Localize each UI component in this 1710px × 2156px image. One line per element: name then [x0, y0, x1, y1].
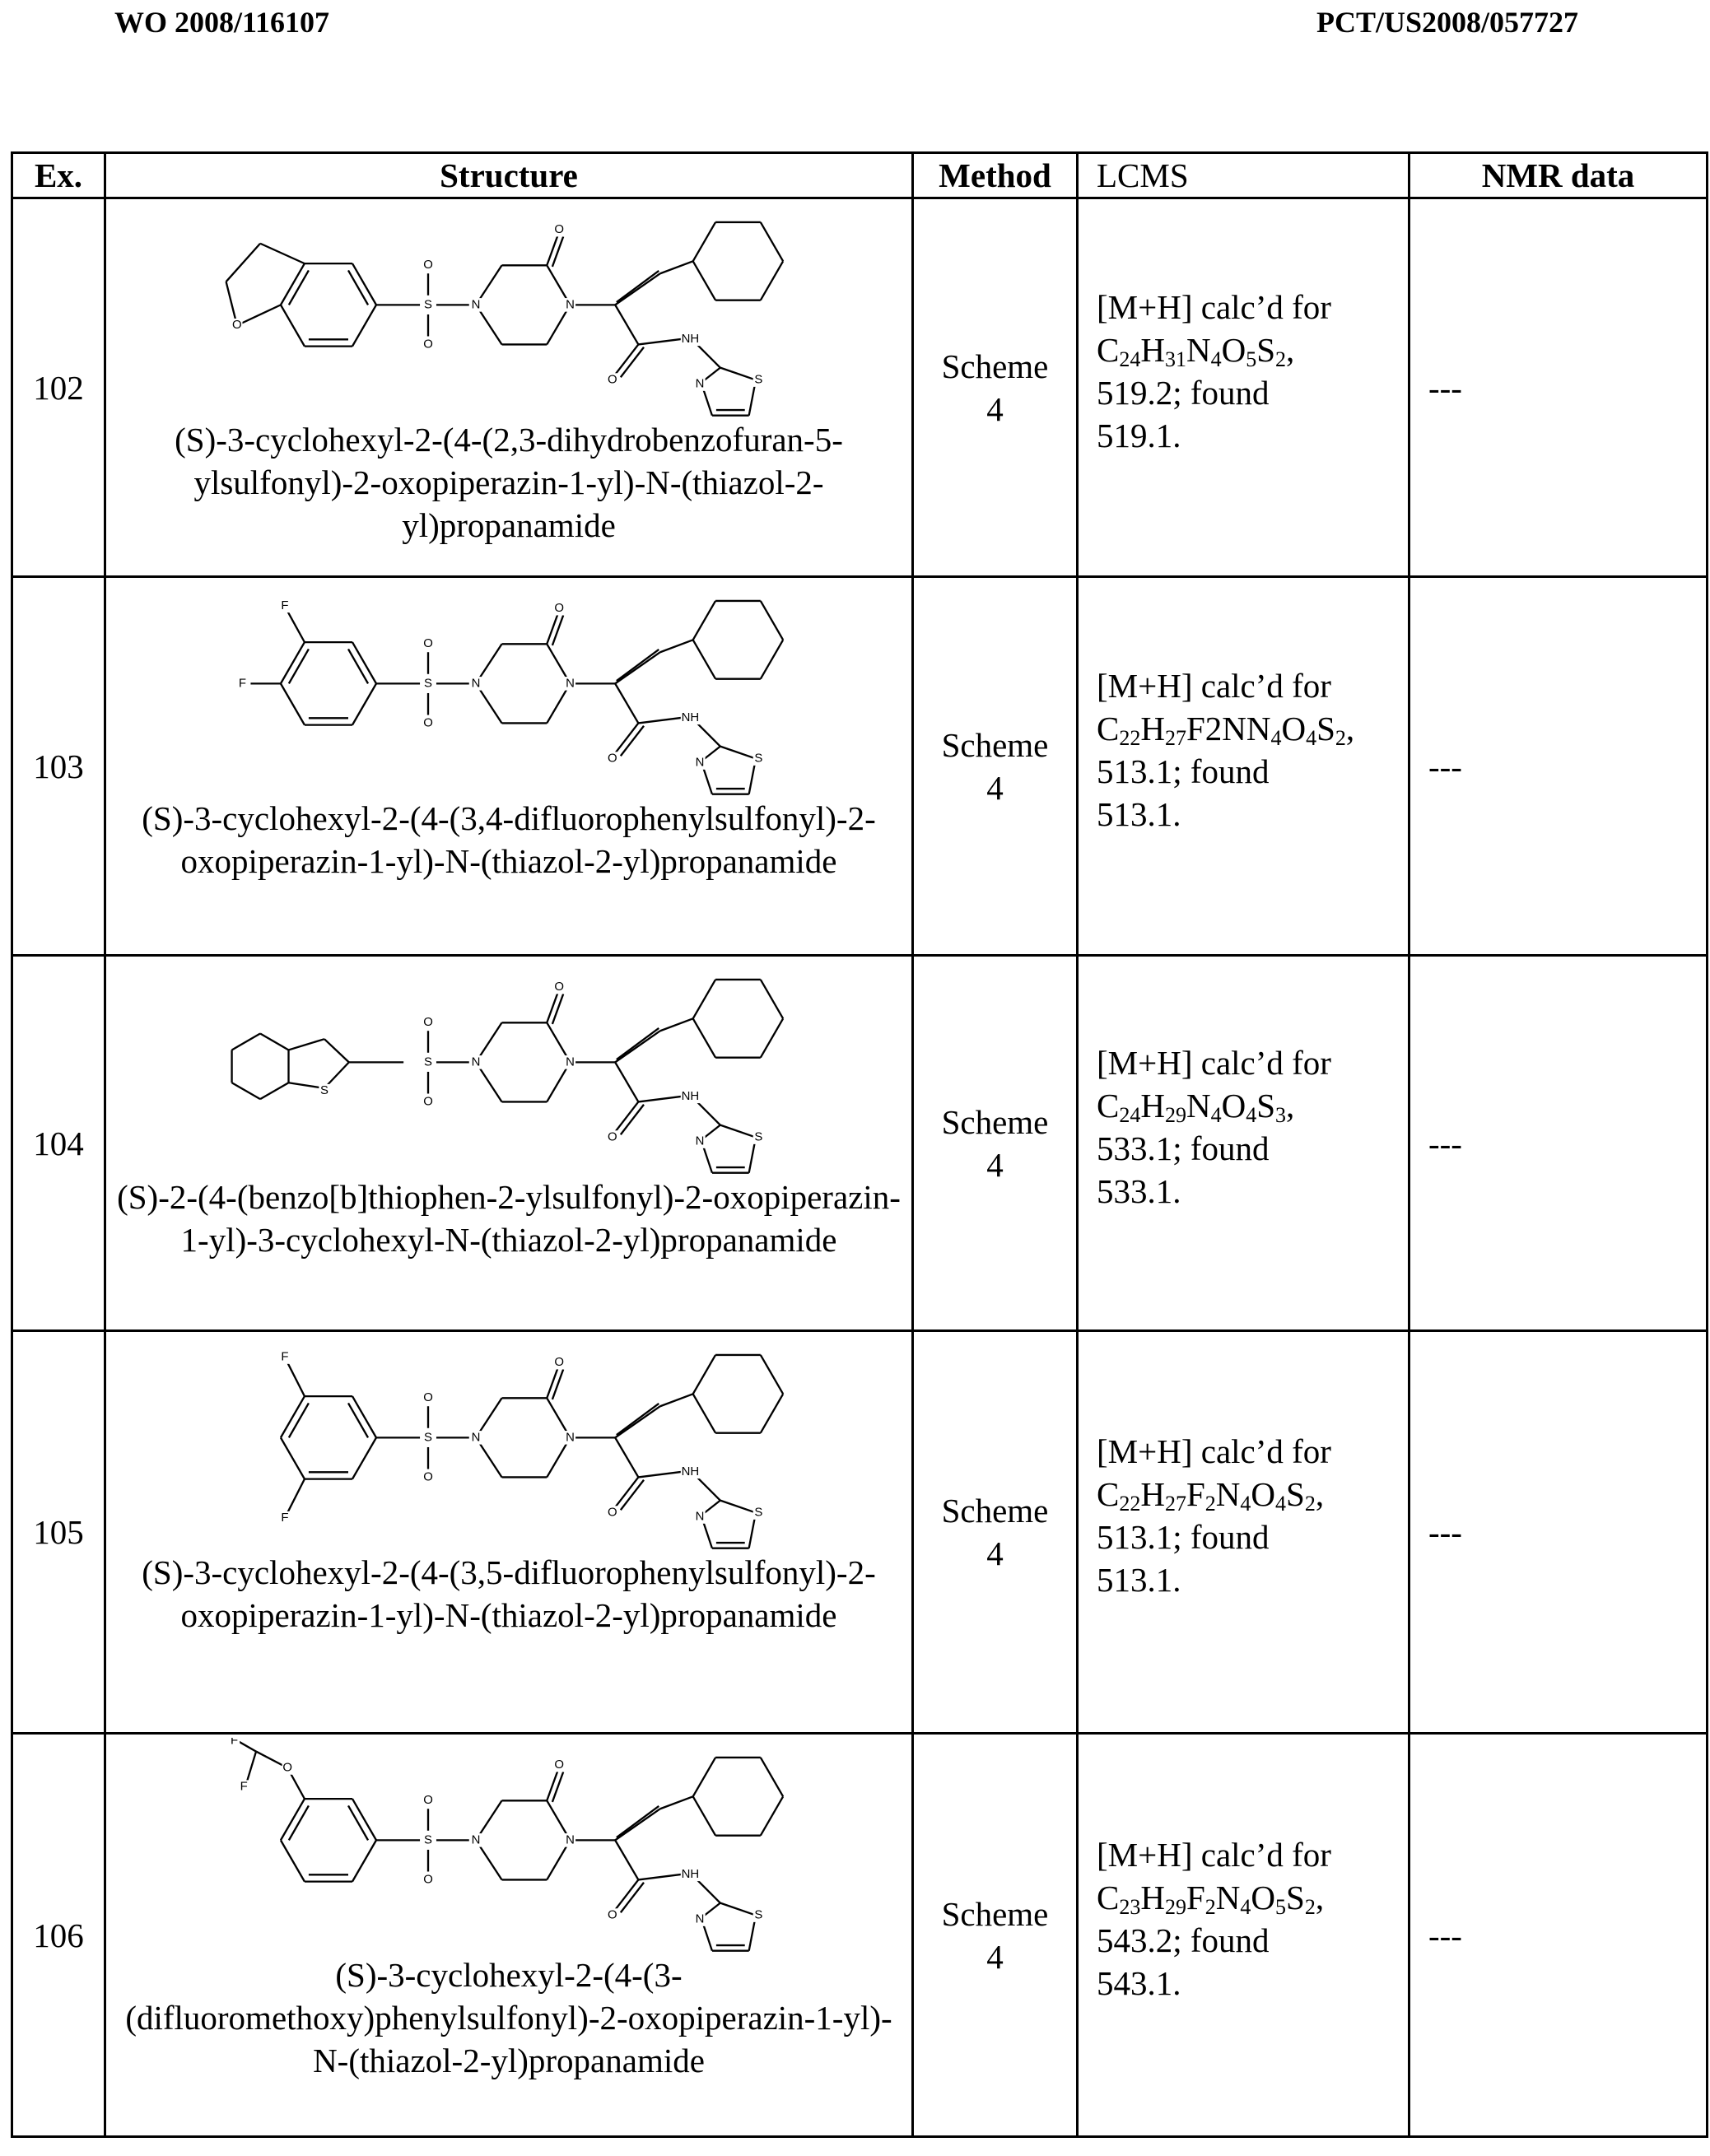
formula-element: F2N: [1186, 710, 1246, 747]
bond: [660, 640, 693, 652]
formula-count: 24: [1119, 347, 1140, 371]
thiophene-ring: [289, 1039, 324, 1050]
thiophene-ring: [324, 1039, 349, 1062]
method-label: Scheme: [942, 1895, 1049, 1933]
formula-count: 22: [1119, 1492, 1140, 1516]
table-row: [12, 1734, 1708, 2137]
lcms-prefix: [M+H] calc’d for: [1097, 1432, 1331, 1470]
formula-element: N: [1186, 331, 1211, 369]
formula-count: 2: [1305, 1492, 1316, 1516]
bond: [547, 614, 557, 644]
structure-cell: [105, 956, 913, 1331]
bond: [638, 339, 682, 345]
wedge-bond: [615, 1406, 660, 1437]
wedge-bond: [615, 273, 660, 305]
cyclohexyl-ring: [693, 261, 715, 300]
method-scheme-number: 4: [986, 1146, 1004, 1184]
sulfur-atom-label: S: [754, 1506, 762, 1520]
fluorine-atom-label: F: [240, 1780, 248, 1794]
nh-label: NH: [682, 1464, 700, 1478]
chemical-structure: [106, 1738, 914, 1953]
benzene-ring: [352, 683, 376, 724]
bond: [638, 1097, 682, 1102]
cyclohexyl-ring: [761, 261, 783, 300]
cyclohexyl-ring: [693, 1355, 715, 1394]
column-header-lcms: LCMS: [1078, 153, 1409, 198]
oxygen-atom-label: O: [554, 980, 564, 994]
formula-element: C: [1097, 331, 1119, 369]
nitrogen-atom-label: N: [472, 1055, 481, 1069]
bond: [287, 611, 305, 642]
bond: [660, 1018, 693, 1031]
lcms-cell: [M+H] calc’d for C23H29F2N4O5S2, 543.2; found 543.1.: [1078, 1734, 1409, 2137]
nitrogen-atom-label: N: [696, 1912, 705, 1925]
bond: [552, 1369, 563, 1399]
nmr-data: ---: [1409, 198, 1708, 577]
column-header-method: Method: [913, 153, 1078, 198]
fluorine-atom-label: F: [281, 1349, 288, 1363]
lcms-prefix: [M+H] calc’d for: [1097, 1836, 1331, 1874]
bond: [660, 1796, 693, 1809]
thiazole-ring: [720, 747, 756, 759]
cyclohexyl-ring: [693, 1796, 715, 1835]
oxygen-atom-label: O: [423, 1793, 433, 1807]
lcms-prefix: [M+H] calc’d for: [1097, 288, 1331, 326]
lcms-cell: [M+H] calc’d for C22H27F2N4O4S2, 513.1; found 513.1.: [1078, 1331, 1409, 1734]
formula-element: O: [1222, 1087, 1246, 1125]
table-row: [12, 956, 1708, 1331]
bond: [552, 236, 563, 266]
oxygen-atom-label: O: [423, 258, 433, 272]
bond: [348, 270, 368, 305]
sulfur-atom-label: S: [424, 1430, 432, 1444]
bond: [696, 1879, 720, 1903]
bond: [660, 1394, 693, 1406]
oxygen-atom-label: O: [554, 222, 564, 236]
bond: [552, 1772, 563, 1801]
oxygen-atom-label: O: [608, 373, 617, 387]
formula-count: 22: [1119, 726, 1140, 750]
fluorine-atom-label: F: [281, 1511, 288, 1525]
bond: [615, 1062, 638, 1101]
method-scheme-number: 4: [986, 1534, 1004, 1572]
bond: [289, 270, 309, 305]
dihydrofuran-ring: [226, 244, 260, 282]
benzene-ring: [281, 305, 305, 346]
oxygen-atom-label: O: [554, 601, 564, 615]
bond: [547, 993, 557, 1022]
bond: [615, 305, 638, 344]
benzene-ring: [352, 1437, 376, 1478]
table-header-row: [12, 153, 1708, 198]
cyclohexyl-ring: [761, 1796, 783, 1835]
sulfur-atom-label: S: [754, 1908, 762, 1922]
method-label: Scheme: [942, 1492, 1049, 1530]
column-header-ex: Ex.: [12, 153, 105, 198]
bond: [547, 1771, 557, 1800]
bond: [552, 615, 563, 645]
lcms-found: 533.1: [1097, 1172, 1172, 1210]
cyclohexyl-ring: [761, 601, 783, 640]
benzene-ring: [232, 1083, 260, 1099]
formula-count: 4: [1211, 1103, 1222, 1127]
lcms-calc: 513.1: [1097, 1518, 1172, 1556]
cyclohexyl-ring: [693, 1394, 715, 1432]
bond: [615, 1437, 638, 1477]
formula-element: N: [1246, 710, 1271, 747]
formula-element: S: [1256, 331, 1275, 369]
lcms-formula: [1097, 1475, 1316, 1513]
method-label: Scheme: [942, 1103, 1049, 1141]
fluorine-atom-label: F: [239, 676, 246, 690]
formula-element: O: [1251, 1475, 1275, 1513]
formula-count: 4: [1275, 1492, 1286, 1516]
method-scheme-number: 4: [986, 390, 1004, 428]
oxygen-atom-label: O: [554, 1758, 564, 1772]
oxygen-atom-label: O: [423, 715, 433, 729]
formula-element: N: [1216, 1879, 1241, 1916]
chemical-structure: [106, 960, 914, 1176]
sulfur-atom-label: S: [424, 676, 432, 690]
thiazole-ring: [720, 1501, 756, 1513]
bond: [660, 261, 693, 273]
nitrogen-atom-label: N: [696, 1134, 705, 1148]
sulfur-atom-label: S: [754, 752, 762, 766]
nmr-data: ---: [1409, 577, 1708, 956]
formula-element: C: [1097, 710, 1119, 747]
oxygen-atom-label: O: [232, 318, 242, 332]
oxygen-atom-label: O: [608, 1130, 617, 1144]
formula-element: H: [1140, 331, 1165, 369]
cyclohexyl-ring: [761, 222, 783, 261]
lcms-calc: 543.2: [1097, 1921, 1172, 1959]
method-cell: [913, 956, 1078, 1331]
sulfur-atom-label: S: [424, 297, 432, 311]
cyclohexyl-ring: [761, 1355, 783, 1394]
bond: [547, 235, 557, 265]
formula-element: F: [1186, 1879, 1205, 1916]
cyclohexyl-ring: [693, 222, 715, 261]
formula-element: F: [1186, 1475, 1205, 1513]
formula-element: N: [1216, 1475, 1241, 1513]
cyclohexyl-ring: [693, 980, 715, 1018]
formula-count: 23: [1119, 1895, 1140, 1919]
fluorine-atom-label: F: [231, 1738, 238, 1747]
nitrogen-atom-label: N: [472, 676, 481, 690]
compound-name: (S)-3-cyclohexyl-2-(4-(3,5-difluorophenylsulfonyl)-2-oxopiperazin-1-yl)-N-(thiazol-2-yl)propanamide: [106, 1551, 911, 1638]
formula-count: 31: [1165, 347, 1186, 371]
formula-count: 4: [1271, 726, 1282, 750]
wedge-bond: [615, 1809, 660, 1840]
bond: [552, 994, 563, 1023]
formula-count: 2: [1205, 1492, 1216, 1516]
oxygen-atom-label: O: [423, 337, 433, 351]
formula-element: S: [1286, 1475, 1305, 1513]
nitrogen-atom-label: N: [566, 676, 575, 690]
benzene-ring: [352, 1840, 376, 1881]
formula-count: 27: [1165, 1492, 1186, 1516]
method-label: Scheme: [942, 347, 1049, 385]
nitrogen-atom-label: N: [472, 1430, 481, 1444]
formula-element: C: [1097, 1087, 1119, 1125]
formula-count: 5: [1275, 1895, 1286, 1919]
bond: [348, 1805, 368, 1840]
benzene-ring: [260, 1083, 288, 1099]
oxygen-atom-label: O: [282, 1760, 292, 1774]
wedge-bond: [615, 1031, 660, 1062]
nitrogen-atom-label: N: [566, 1430, 575, 1444]
benzene-ring: [352, 305, 376, 346]
bond: [289, 1403, 309, 1437]
oxygen-atom-label: O: [423, 1469, 433, 1483]
nitrogen-atom-label: N: [472, 1832, 481, 1846]
chemical-structure: [106, 581, 914, 797]
lcms-formula: [1097, 1087, 1286, 1125]
nitrogen-atom-label: N: [566, 297, 575, 311]
lcms-cell: [M+H] calc’d for C24H31N4O5S2, 519.2; found 519.1.: [1078, 198, 1409, 577]
bond: [246, 1752, 256, 1783]
oxygen-atom-label: O: [608, 752, 617, 766]
nmr-data: ---: [1409, 956, 1708, 1331]
formula-count: 27: [1165, 726, 1186, 750]
cyclohexyl-ring: [693, 1018, 715, 1057]
example-number: 102: [12, 198, 105, 577]
cyclohexyl-ring: [693, 640, 715, 678]
wedge-bond: [615, 652, 660, 683]
column-header-nmr: NMR data: [1409, 153, 1708, 198]
formula-count: 2: [1275, 347, 1286, 371]
formula-element: N: [1186, 1087, 1211, 1125]
method-cell: [913, 198, 1078, 577]
nh-label: NH: [682, 1867, 700, 1881]
lcms-cell: [M+H] calc’d for C24H29N4O4S3, 533.1; found 533.1.: [1078, 956, 1409, 1331]
method-cell: [913, 577, 1078, 956]
lcms-calc: 519.2: [1097, 374, 1172, 412]
example-number: 104: [12, 956, 105, 1331]
bond: [348, 1403, 368, 1437]
lcms-prefix: [M+H] calc’d for: [1097, 1044, 1331, 1082]
nitrogen-atom-label: N: [696, 755, 705, 769]
oxygen-atom-label: O: [423, 1872, 433, 1886]
thiazole-ring: [720, 1903, 756, 1916]
benzene-ring: [281, 683, 305, 724]
formula-count: 2: [1335, 726, 1346, 750]
formula-element: S: [1286, 1879, 1305, 1916]
structure-cell: [105, 198, 913, 577]
cyclohexyl-ring: [761, 640, 783, 678]
cyclohexyl-ring: [761, 1758, 783, 1796]
wedge-bond: [617, 1028, 659, 1059]
formula-element: S: [1256, 1087, 1275, 1125]
bond: [638, 718, 682, 724]
wedge-bond: [617, 1806, 659, 1837]
bond: [289, 649, 309, 683]
chemical-structure: [106, 1335, 914, 1551]
nmr-data: ---: [1409, 1734, 1708, 2137]
bond: [237, 1740, 256, 1751]
nitrogen-atom-label: N: [696, 1509, 705, 1523]
lcms-formula: [1097, 331, 1286, 369]
cyclohexyl-ring: [761, 980, 783, 1018]
wedge-bond: [617, 650, 659, 681]
formula-element: H: [1140, 1879, 1165, 1916]
benzene-ring: [260, 1034, 288, 1050]
thiazole-ring: [720, 1125, 756, 1138]
formula-count: 29: [1165, 1103, 1186, 1127]
formula-element: O: [1282, 710, 1307, 747]
formula-count: 5: [1246, 347, 1256, 371]
nitrogen-atom-label: N: [566, 1055, 575, 1069]
lcms-prefix: [M+H] calc’d for: [1097, 667, 1331, 705]
sulfur-atom-label: S: [754, 1130, 762, 1144]
formula-count: 3: [1275, 1103, 1286, 1127]
nh-label: NH: [682, 1089, 700, 1103]
nh-label: NH: [682, 332, 700, 346]
method-label: Scheme: [942, 726, 1049, 764]
formula-count: 29: [1165, 1895, 1186, 1919]
lcms-found: 543.1: [1097, 1964, 1172, 2002]
table-row: [12, 1331, 1708, 1734]
bond: [696, 722, 720, 747]
oxygen-atom-label: O: [608, 1908, 617, 1922]
lcms-calc: 533.1: [1097, 1129, 1172, 1167]
method-cell: [913, 1734, 1078, 2137]
bond: [547, 1368, 557, 1398]
formula-element: O: [1222, 331, 1246, 369]
lcms-found: 513.1: [1097, 795, 1172, 833]
sulfur-atom-label: S: [424, 1055, 432, 1069]
sulfur-atom-label: S: [320, 1083, 328, 1097]
bond: [638, 1874, 682, 1880]
cyclohexyl-ring: [761, 1394, 783, 1432]
method-cell: [913, 1331, 1078, 1734]
thiazole-ring: [720, 368, 756, 380]
oxygen-atom-label: O: [423, 1094, 433, 1108]
publication-number: WO 2008/116107: [114, 5, 329, 40]
bond: [615, 683, 638, 723]
formula-count: 4: [1211, 347, 1222, 371]
lcms-calc: 513.1: [1097, 752, 1172, 790]
formula-count: 4: [1246, 1103, 1256, 1127]
method-scheme-number: 4: [986, 769, 1004, 807]
compound-table: [11, 151, 1708, 2138]
formula-element: H: [1140, 1475, 1165, 1513]
example-number: 106: [12, 1734, 105, 2137]
dihydrofuran-ring: [237, 305, 281, 325]
cyclohexyl-ring: [693, 601, 715, 640]
benzene-ring: [232, 1034, 260, 1050]
lcms-cell: [M+H] calc’d for C22H27F2NN4O4S2, 513.1; found 513.1.: [1078, 577, 1409, 956]
bond: [615, 1840, 638, 1879]
nitrogen-atom-label: N: [566, 1832, 575, 1846]
oxygen-atom-label: O: [608, 1506, 617, 1520]
cyclohexyl-ring: [693, 1758, 715, 1796]
chemical-structure: [106, 203, 914, 418]
nh-label: NH: [682, 710, 700, 724]
oxygen-atom-label: O: [554, 1355, 564, 1369]
lcms-found: 513.1: [1097, 1561, 1172, 1599]
nmr-data: ---: [1409, 1331, 1708, 1734]
compound-name: (S)-3-cyclohexyl-2-(4-(3,4-difluorophenylsulfonyl)-2-oxopiperazin-1-yl)-N-(thiazol-2-yl)propanamide: [106, 797, 911, 884]
formula-count: 2: [1305, 1895, 1316, 1919]
bond: [638, 1472, 682, 1478]
fluorine-atom-label: F: [281, 598, 288, 612]
oxygen-atom-label: O: [423, 1390, 433, 1404]
sulfur-atom-label: S: [754, 373, 762, 387]
application-number: PCT/US2008/057727: [1316, 5, 1578, 40]
benzene-ring: [281, 1437, 305, 1478]
benzene-ring: [281, 1840, 305, 1881]
bond: [696, 1101, 720, 1125]
formula-count: 4: [1240, 1895, 1251, 1919]
structure-cell: [105, 577, 913, 956]
example-number: 103: [12, 577, 105, 956]
cyclohexyl-ring: [761, 1018, 783, 1057]
table-row: [12, 198, 1708, 577]
oxygen-atom-label: O: [423, 1015, 433, 1029]
wedge-bond: [617, 271, 659, 302]
bond: [696, 1476, 720, 1501]
formula-count: 2: [1205, 1895, 1216, 1919]
compound-name: (S)-3-cyclohexyl-2-(4-(3-(difluoromethoxy)phenylsulfonyl)-2-oxopiperazin-1-yl)-N-(thiazol-2-yl)propanamide: [106, 1953, 911, 2084]
structure-cell: [105, 1734, 913, 2137]
bond: [287, 1479, 305, 1513]
formula-count: 4: [1240, 1492, 1251, 1516]
formula-element: C: [1097, 1879, 1119, 1916]
oxygen-atom-label: O: [423, 636, 433, 650]
wedge-bond: [617, 1404, 659, 1435]
formula-element: O: [1251, 1879, 1275, 1916]
formula-element: C: [1097, 1475, 1119, 1513]
formula-count: 24: [1119, 1103, 1140, 1127]
formula-count: 4: [1306, 726, 1316, 750]
formula-element: H: [1140, 710, 1165, 747]
lcms-formula: [1097, 1879, 1316, 1916]
structure-cell: [105, 1331, 913, 1734]
bond: [696, 343, 720, 368]
sulfur-atom-label: S: [424, 1832, 432, 1846]
bond: [289, 1805, 309, 1840]
formula-element: S: [1316, 710, 1335, 747]
example-number: 105: [12, 1331, 105, 1734]
table-row: [12, 577, 1708, 956]
nitrogen-atom-label: N: [696, 376, 705, 390]
nitrogen-atom-label: N: [472, 297, 481, 311]
compound-name: (S)-2-(4-(benzo[b]thiophen-2-ylsulfonyl)-2-oxopiperazin-1-yl)-3-cyclohexyl-N-(thiazol-2-yl)propanamide: [106, 1176, 911, 1263]
dihydrofuran-ring: [260, 244, 305, 263]
bond: [348, 649, 368, 683]
formula-element: H: [1140, 1087, 1165, 1125]
bond: [287, 1362, 305, 1396]
lcms-formula: [1097, 710, 1346, 747]
lcms-found: 519.1: [1097, 417, 1172, 454]
column-header-structure: Structure: [105, 153, 913, 198]
compound-name: (S)-3-cyclohexyl-2-(4-(2,3-dihydrobenzofuran-5-ylsulfonyl)-2-oxopiperazin-1-yl)-N-(thiazol-2-yl)propanamide: [106, 418, 911, 548]
method-scheme-number: 4: [986, 1938, 1004, 1976]
